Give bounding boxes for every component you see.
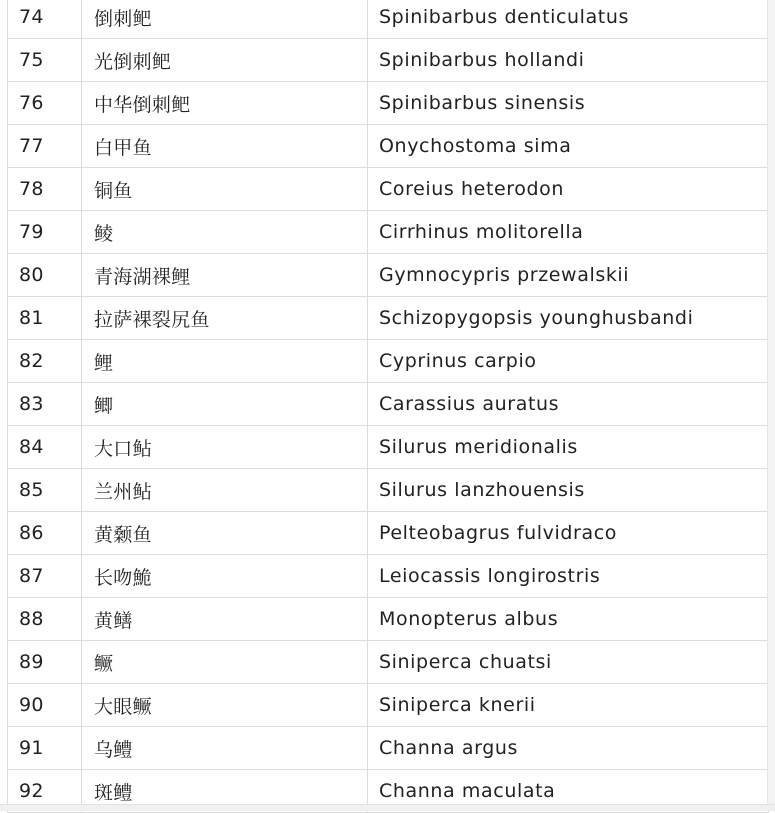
latin-name: Cirrhinus molitorella (368, 211, 769, 254)
species-table-body (8, 0, 769, 813)
table-row (8, 469, 769, 512)
row-number: 75 (8, 39, 82, 82)
row-number: 88 (8, 598, 82, 641)
table-row (8, 211, 769, 254)
chinese-name: 大口鲇 (82, 426, 368, 469)
chinese-name: 黄颡鱼 (82, 512, 368, 555)
row-number: 90 (8, 684, 82, 727)
latin-name: Schizopygopsis younghusbandi (368, 297, 769, 340)
latin-name: Spinibarbus sinensis (368, 82, 769, 125)
latin-name: Onychostoma sima (368, 125, 769, 168)
table-row (8, 512, 769, 555)
row-number: 85 (8, 469, 82, 512)
latin-name: Cyprinus carpio (368, 340, 769, 383)
latin-name: Siniperca chuatsi (368, 641, 769, 684)
table-row (8, 727, 769, 770)
table-row (8, 426, 769, 469)
row-number: 76 (8, 82, 82, 125)
row-number: 74 (8, 0, 82, 39)
table-row (8, 0, 769, 39)
species-table (7, 0, 769, 813)
chinese-name: 鲤 (82, 340, 368, 383)
chinese-name: 倒刺鲃 (82, 0, 368, 39)
chinese-name: 斑鳢 (82, 770, 368, 813)
table-row (8, 641, 769, 684)
row-number: 84 (8, 426, 82, 469)
latin-name: Siniperca knerii (368, 684, 769, 727)
latin-name: Leiocassis longirostris (368, 555, 769, 598)
latin-name: Spinibarbus hollandi (368, 39, 769, 82)
latin-name: Gymnocypris przewalskii (368, 254, 769, 297)
row-number: 89 (8, 641, 82, 684)
chinese-name: 铜鱼 (82, 168, 368, 211)
table-row (8, 82, 769, 125)
table-row (8, 383, 769, 426)
latin-name: Pelteobagrus fulvidraco (368, 512, 769, 555)
chinese-name: 长吻鮠 (82, 555, 368, 598)
table-row (8, 254, 769, 297)
table-row (8, 684, 769, 727)
chinese-name: 光倒刺鲃 (82, 39, 368, 82)
row-number: 91 (8, 727, 82, 770)
chinese-name: 鲮 (82, 211, 368, 254)
latin-name: Spinibarbus denticulatus (368, 0, 769, 39)
row-number: 79 (8, 211, 82, 254)
latin-name: Carassius auratus (368, 383, 769, 426)
chinese-name: 黄鳝 (82, 598, 368, 641)
table-row (8, 168, 769, 211)
latin-name: Silurus meridionalis (368, 426, 769, 469)
chinese-name: 鲫 (82, 383, 368, 426)
table-row (8, 340, 769, 383)
chinese-name: 兰州鲇 (82, 469, 368, 512)
row-number: 92 (8, 770, 82, 813)
row-number: 77 (8, 125, 82, 168)
latin-name: Channa maculata (368, 770, 769, 813)
table-row (8, 125, 769, 168)
latin-name: Silurus lanzhouensis (368, 469, 769, 512)
latin-name: Coreius heterodon (368, 168, 769, 211)
chinese-name: 白甲鱼 (82, 125, 368, 168)
chinese-name: 中华倒刺鲃 (82, 82, 368, 125)
row-number: 82 (8, 340, 82, 383)
chinese-name: 鳜 (82, 641, 368, 684)
row-number: 87 (8, 555, 82, 598)
row-number: 86 (8, 512, 82, 555)
vertical-scrollbar-track[interactable] (767, 0, 775, 811)
latin-name: Channa argus (368, 727, 769, 770)
table-row (8, 598, 769, 641)
chinese-name: 大眼鳜 (82, 684, 368, 727)
row-number: 80 (8, 254, 82, 297)
row-number: 81 (8, 297, 82, 340)
chinese-name: 拉萨裸裂尻鱼 (82, 297, 368, 340)
table-row (8, 39, 769, 82)
table-row (8, 555, 769, 598)
horizontal-scrollbar-track[interactable] (0, 804, 775, 811)
chinese-name: 青海湖裸鲤 (82, 254, 368, 297)
table-row (8, 297, 769, 340)
chinese-name: 乌鳢 (82, 727, 368, 770)
latin-name: Monopterus albus (368, 598, 769, 641)
row-number: 78 (8, 168, 82, 211)
row-number: 83 (8, 383, 82, 426)
